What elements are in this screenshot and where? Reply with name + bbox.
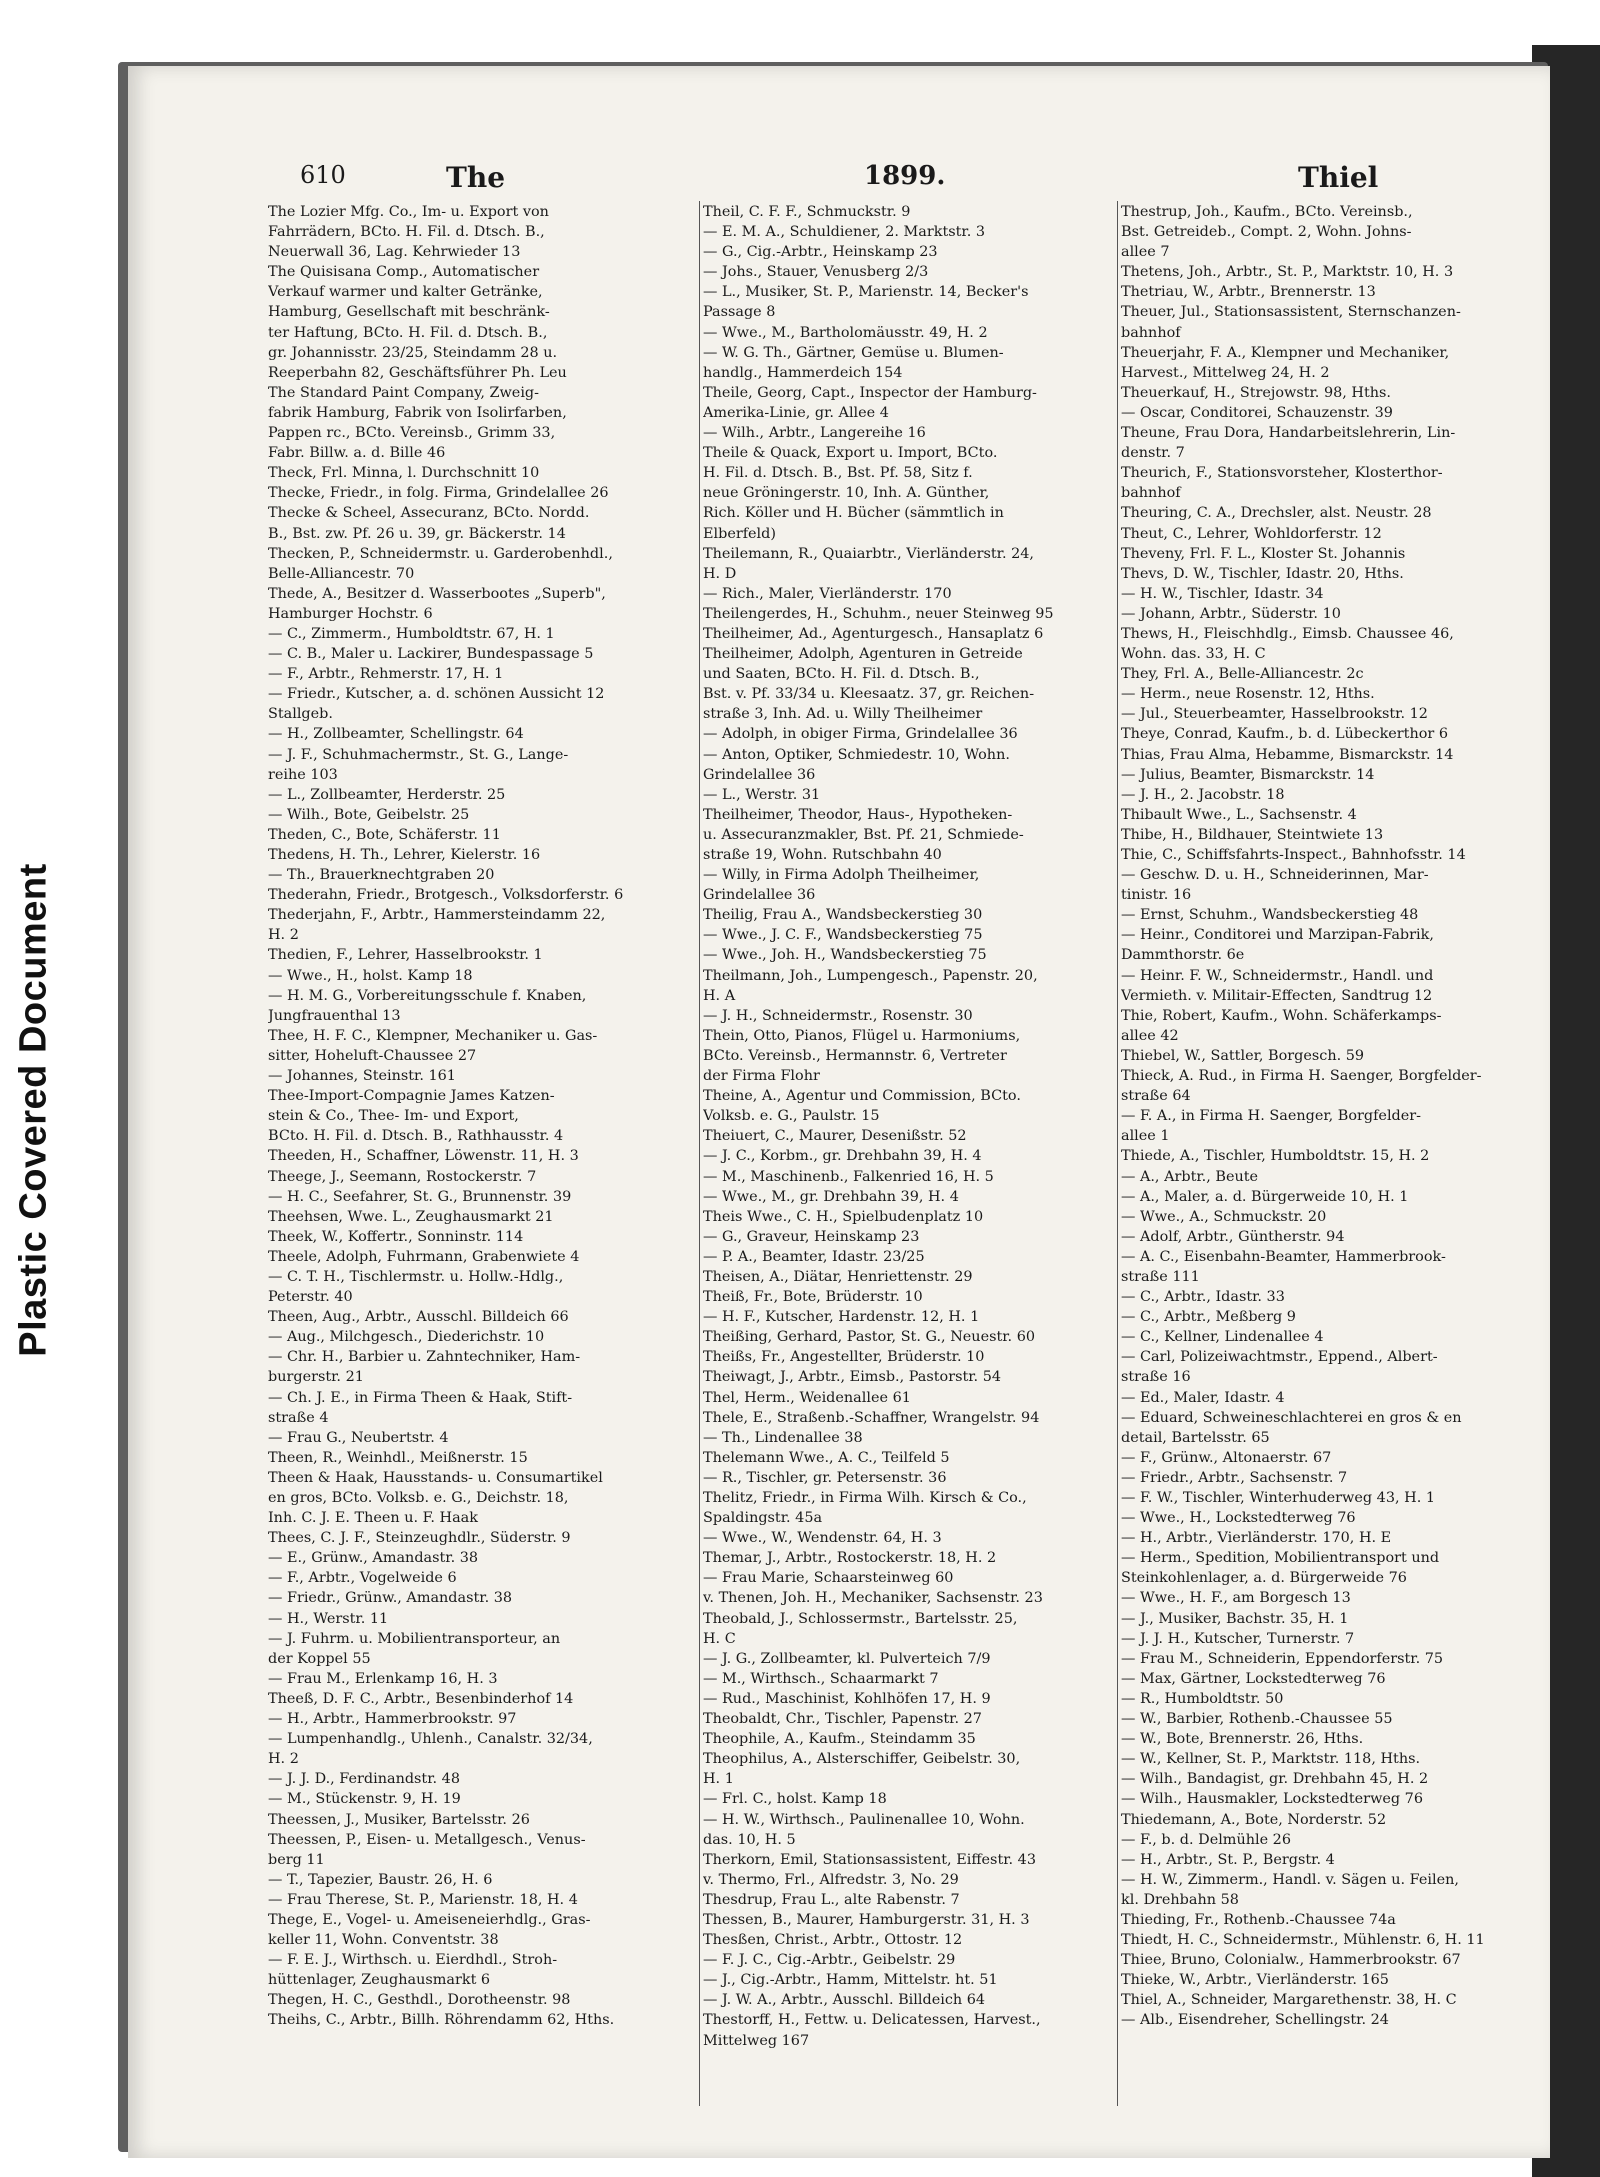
- directory-entry-line: Amerika-Linie, gr. Allee 4: [703, 404, 889, 421]
- directory-entry-line: — Herm., neue Rosenstr. 12, Hths.: [1121, 686, 1375, 703]
- directory-entry-line: Thee-Import-Compagnie James Katzen-: [268, 1088, 555, 1105]
- directory-entry-line: Theile, Georg, Capt., Inspector der Hamburg-: [703, 384, 1037, 401]
- directory-entry-line: — H., Arbtr., Vierländerstr. 170, H. E: [1121, 1530, 1392, 1547]
- directory-entry-line: Thieding, Fr., Rothenb.-Chaussee 74a: [1121, 1911, 1396, 1928]
- directory-entry-line: Thelemann Wwe., A. C., Teilfeld 5: [703, 1449, 950, 1466]
- directory-entry-line: Thede, A., Besitzer d. Wasserbootes „Superb",: [268, 585, 606, 602]
- directory-entry-line: neue Gröningerstr. 10, Inh. A. Günther,: [703, 485, 990, 502]
- directory-entry-line: — Wwe., M., Bartholomäusstr. 49, H. 2: [703, 324, 988, 341]
- directory-entry-line: Thie, C., Schiffsfahrts-Inspect., Bahnhofsstr. 14: [1121, 847, 1466, 863]
- directory-entry-line: — Wwe., W., Wendenstr. 64, H. 3: [703, 1530, 942, 1547]
- directory-entry-line: Elberfeld): [703, 525, 776, 542]
- directory-entry-line: Theeden, H., Schaffner, Löwenstr. 11, H. 3: [268, 1148, 579, 1165]
- directory-entry-line: u. Assecuranzmakler, Bst. Pf. 21, Schmiede-: [703, 826, 1024, 843]
- directory-entry-line: Mittelweg 167: [703, 2032, 810, 2049]
- directory-entry-line: Thee, H. F. C., Klempner, Mechaniker u. Gas-: [268, 1027, 598, 1044]
- directory-entry-line: Theisen, A., Diätar, Henriettenstr. 29: [703, 1268, 973, 1285]
- directory-entry-line: allee 1: [1121, 1128, 1170, 1145]
- directory-entry-line: Harvest., Mittelweg 24, H. 2: [1121, 364, 1330, 381]
- directory-entry-line: — H. M. G., Vorbereitungsschule f. Knaben,: [268, 987, 587, 1004]
- directory-entry-line: — M., Stückenstr. 9, H. 19: [268, 1791, 461, 1808]
- directory-entry-line: Belle-Alliancestr. 70: [268, 565, 415, 582]
- directory-entry-line: keller 11, Wohn. Conventstr. 38: [268, 1932, 499, 1949]
- directory-entry-line: Theune, Frau Dora, Handarbeitslehrerin, Lin-: [1121, 425, 1456, 442]
- directory-entry-line: Thedien, F., Lehrer, Hasselbrookstr. 1: [268, 947, 543, 964]
- page-number: 610: [300, 161, 346, 189]
- directory-entry-line: Reeperbahn 82, Geschäftsführer Ph. Leu: [268, 364, 567, 381]
- directory-entry-line: Peterstr. 40: [268, 1289, 353, 1306]
- directory-entry-line: v. Thenen, Joh. H., Mechaniker, Sachsenstr. 23: [703, 1590, 1043, 1607]
- directory-entry-line: — H., Arbtr., St. P., Bergstr. 4: [1121, 1851, 1335, 1868]
- directory-entry-line: Theessen, P., Eisen- u. Metallgesch., Venus-: [268, 1831, 586, 1848]
- directory-entry-line: — Anton, Optiker, Schmiedestr. 10, Wohn.: [703, 746, 1010, 763]
- directory-entry-line: Thiedt, H. C., Schneidermstr., Mühlenstr. 6, H. 11: [1121, 1932, 1485, 1949]
- directory-entry-line: — H. W., Wirthsch., Paulinenallee 10, Wohn.: [703, 1811, 1025, 1828]
- directory-entry-line: — J., Cig.-Arbtr., Hamm, Mittelstr. ht. 51: [703, 1972, 998, 1989]
- directory-entry-line: Thele, E., Straßenb.-Schaffner, Wrangelstr. 94: [703, 1409, 1040, 1426]
- directory-entry-line: — Herm., Spedition, Mobilientransport und: [1121, 1550, 1440, 1567]
- directory-entry-line: Thederjahn, F., Arbtr., Hammersteindamm 22,: [268, 907, 606, 924]
- directory-entry-line: Theilig, Frau A., Wandsbeckerstieg 30: [703, 907, 983, 924]
- directory-entry-line: H. 2: [268, 1751, 299, 1768]
- directory-entry-line: Therkorn, Emil, Stationsassistent, Eiffestr. 43: [703, 1851, 1036, 1868]
- directory-entry-line: Thecken, P., Schneidermstr. u. Garderobenhdl.,: [268, 545, 613, 562]
- directory-entry-line: kl. Drehbahn 58: [1121, 1891, 1239, 1908]
- directory-entry-line: — W., Kellner, St. P., Marktstr. 118, Hths.: [1121, 1751, 1421, 1768]
- directory-entry-line: — Frl. C., holst. Kamp 18: [703, 1791, 887, 1808]
- directory-entry-line: Thiee, Bruno, Colonialw., Hammerbrookstr. 67: [1121, 1952, 1461, 1969]
- directory-entry-line: H. 2: [268, 927, 299, 944]
- directory-entry-line: — Wilh., Bandagist, gr. Drehbahn 45, H. 2: [1121, 1771, 1429, 1788]
- directory-entry-line: Thein, Otto, Pianos, Flügel u. Harmoniums,: [703, 1027, 1021, 1044]
- directory-entry-line: Thessen, B., Maurer, Hamburgerstr. 31, H. 3: [703, 1911, 1030, 1928]
- directory-entry-line: Thestrup, Joh., Kaufm., BCto. Vereinsb.,: [1121, 204, 1413, 220]
- directory-entry-line: allee 7: [1121, 244, 1170, 261]
- directory-entry-line: straße 64: [1121, 1088, 1191, 1105]
- directory-entry-line: Wohn. das. 33, H. C: [1121, 646, 1266, 663]
- directory-entry-line: — F. W., Tischler, Winterhuderweg 43, H. 1: [1121, 1490, 1435, 1506]
- directory-entry-line: denstr. 7: [1121, 445, 1185, 462]
- directory-entry-line: — L., Musiker, St. P., Marienstr. 14, Becker's: [703, 284, 1029, 301]
- directory-entry-line: — Rud., Maschinist, Kohlhöfen 17, H. 9: [703, 1690, 991, 1707]
- directory-entry-line: — Rich., Maler, Vierländerstr. 170: [703, 585, 952, 602]
- directory-entry-line: Thiebel, W., Sattler, Borgesch. 59: [1121, 1047, 1365, 1064]
- directory-entry-line: Stallgeb.: [268, 706, 333, 723]
- directory-entry-line: Theek, W., Koffertr., Sonninstr. 114: [268, 1228, 524, 1245]
- directory-entry-line: Thederahn, Friedr., Brotgesch., Volksdorferstr. 6: [268, 887, 624, 904]
- directory-entry-line: Theilheimer, Theodor, Haus-, Hypotheken-: [703, 806, 1013, 823]
- directory-entry-line: — Max, Gärtner, Lockstedterweg 76: [1121, 1670, 1386, 1687]
- directory-entry-line: — Friedr., Kutscher, a. d. schönen Aussicht 12: [268, 686, 605, 703]
- directory-entry-line: gr. Johannisstr. 23/25, Steindamm 28 u.: [268, 344, 558, 361]
- directory-entry-line: das. 10, H. 5: [703, 1831, 796, 1848]
- directory-entry-line: Thecke, Friedr., in folg. Firma, Grindelallee 26: [268, 485, 609, 502]
- directory-entry-line: — Alb., Eisendreher, Schellingstr. 24: [1121, 2012, 1389, 2029]
- directory-entry-line: — J. Fuhrm. u. Mobilientransporteur, an: [268, 1630, 561, 1647]
- directory-entry-line: Theehsen, Wwe. L., Zeughausmarkt 21: [268, 1208, 554, 1225]
- directory-entry-line: en gros, BCto. Volksb. e. G., Deichstr. 18,: [268, 1490, 569, 1506]
- directory-entry-line: Thees, C. J. F., Steinzeughdlr., Süderstr. 9: [268, 1530, 571, 1547]
- directory-entry-line: — H., Zollbeamter, Schellingstr. 64: [268, 726, 524, 743]
- directory-entry-line: — G., Cig.-Arbtr., Heinskamp 23: [703, 244, 938, 261]
- directory-entry-line: — Wwe., J. C. F., Wandsbeckerstieg 75: [703, 927, 983, 944]
- directory-entry-line: sitter, Hoheluft-Chaussee 27: [268, 1047, 477, 1064]
- directory-entry-line: — J. C., Korbm., gr. Drehbahn 39, H. 4: [703, 1148, 982, 1165]
- directory-entry-line: — C., Zimmerm., Humboldtstr. 67, H. 1: [268, 625, 555, 642]
- directory-entry-line: handlg., Hammerdeich 154: [703, 364, 903, 381]
- directory-entry-line: Thieck, A. Rud., in Firma H. Saenger, Borgfelder-: [1121, 1068, 1482, 1085]
- directory-entry-line: Theobald, J., Schlossermstr., Bartelsstr. 25,: [703, 1610, 1018, 1627]
- directory-entry-line: — G., Graveur, Heinskamp 23: [703, 1228, 920, 1245]
- column-divider-2: [1117, 201, 1118, 2106]
- directory-entry-line: Thiede, A., Tischler, Humboldtstr. 15, H. 2: [1121, 1148, 1430, 1165]
- directory-entry-line: — C., Kellner, Lindenallee 4: [1121, 1329, 1324, 1346]
- directory-entry-line: H. 1: [703, 1771, 734, 1788]
- directory-entry-line: — F. A., in Firma H. Saenger, Borgfelder-: [1121, 1108, 1422, 1125]
- directory-entry-line: Theye, Conrad, Kaufm., b. d. Lübeckerthor 6: [1121, 726, 1449, 743]
- directory-entry-line: — Wwe., M., gr. Drehbahn 39, H. 4: [703, 1188, 959, 1205]
- directory-entry-line: — E., Grünw., Amandastr. 38: [268, 1550, 479, 1567]
- directory-entry-line: — L., Werstr. 31: [703, 786, 821, 803]
- directory-entry-line: The Standard Paint Company, Zweig-: [268, 384, 540, 401]
- directory-entry-line: — H. F., Kutscher, Hardenstr. 12, H. 1: [703, 1309, 980, 1326]
- directory-entry-line: — Oscar, Conditorei, Schauzenstr. 39: [1121, 404, 1393, 421]
- directory-entry-line: — Heinr. F. W., Schneidermstr., Handl. und: [1121, 967, 1434, 984]
- directory-entry-line: — A., Maler, a. d. Bürgerweide 10, H. 1: [1121, 1188, 1409, 1205]
- directory-entry-line: Volksb. e. G., Paulstr. 15: [703, 1108, 880, 1125]
- directory-entry-line: — J. J. H., Kutscher, Turnerstr. 7: [1121, 1630, 1355, 1647]
- directory-entry-line: Theen, R., Weinhdl., Meißnerstr. 15: [268, 1449, 528, 1466]
- directory-entry-line: — F., Grünw., Altonaerstr. 67: [1121, 1449, 1332, 1466]
- directory-entry-line: Pappen rc., BCto. Vereinsb., Grimm 33,: [268, 425, 556, 442]
- directory-entry-line: Thege, E., Vogel- u. Ameiseneierhdlg., Gras-: [268, 1911, 591, 1928]
- directory-entry-line: — C. B., Maler u. Lackirer, Bundespassage 5: [268, 646, 594, 663]
- directory-entry-line: Thelitz, Friedr., in Firma Wilh. Kirsch & Co.,: [703, 1490, 1027, 1506]
- directory-entry-line: — Wilh., Hausmakler, Lockstedterweg 76: [1121, 1791, 1423, 1808]
- directory-entry-line: — W., Barbier, Rothenb.-Chaussee 55: [1121, 1711, 1393, 1728]
- directory-entry-line: Grindelallee 36: [703, 887, 816, 904]
- directory-entry-line: — Wwe., H., holst. Kamp 18: [268, 967, 473, 984]
- directory-entry-line: Fahrrädern, BCto. H. Fil. d. Dtsch. B.,: [268, 224, 545, 241]
- directory-column-3: [1121, 202, 1541, 2142]
- directory-entry-line: — Willy, in Firma Adolph Theilheimer,: [703, 867, 980, 884]
- directory-entry-line: Theil, C. F. F., Schmuckstr. 9: [703, 204, 911, 220]
- directory-entry-line: — J. F., Schuhmachermstr., St. G., Lange-: [268, 746, 569, 763]
- directory-entry-line: H. Fil. d. Dtsch. B., Bst. Pf. 58, Sitz f.: [703, 465, 973, 482]
- directory-entry-line: — Wilh., Arbtr., Langereihe 16: [703, 425, 926, 442]
- directory-entry-line: bahnhof: [1121, 324, 1181, 341]
- page-header: [128, 161, 1550, 195]
- directory-entry-line: — H. C., Seefahrer, St. G., Brunnenstr. 39: [268, 1188, 572, 1205]
- directory-entry-line: Thestorff, H., Fettw. u. Delicatessen, Harvest.,: [703, 2012, 1041, 2029]
- directory-entry-line: straße 4: [268, 1409, 329, 1426]
- directory-entry-line: — Ed., Maler, Idastr. 4: [1121, 1389, 1285, 1406]
- directory-entry-line: — Wwe., A., Schmuckstr. 20: [1121, 1208, 1327, 1225]
- directory-entry-line: — Johs., Stauer, Venusberg 2/3: [703, 264, 929, 281]
- directory-entry-line: — J. G., Zollbeamter, kl. Pulverteich 7/9: [703, 1650, 991, 1667]
- directory-entry-line: BCto. Vereinsb., Hermannstr. 6, Vertreter: [703, 1047, 1007, 1064]
- directory-entry-line: — Adolph, in obiger Firma, Grindelallee 36: [703, 726, 1018, 743]
- directory-entry-line: Passage 8: [703, 304, 776, 321]
- directory-entry-line: — C., Arbtr., Idastr. 33: [1121, 1289, 1285, 1306]
- directory-entry-line: Theen, Aug., Arbtr., Ausschl. Billdeich 66: [268, 1309, 569, 1326]
- directory-entry-line: ter Haftung, BCto. H. Fil. d. Dtsch. B.,: [268, 324, 548, 341]
- plastic-covered-label: Plastic Covered Document: [12, 863, 55, 1357]
- directory-entry-line: Thieke, W., Arbtr., Vierländerstr. 165: [1121, 1972, 1389, 1989]
- directory-entry-line: — Frau Therese, St. P., Marienstr. 18, H. 4: [268, 1891, 578, 1908]
- directory-entry-line: — Geschw. D. u. H., Schneiderinnen, Mar-: [1121, 867, 1429, 884]
- directory-entry-line: Theuerjahr, F. A., Klempner und Mechaniker,: [1121, 344, 1450, 361]
- directory-entry-line: Thetriau, W., Arbtr., Brennerstr. 13: [1121, 284, 1376, 301]
- directory-entry-line: — C., Arbtr., Meßberg 9: [1121, 1309, 1296, 1326]
- directory-entry-line: Theilheimer, Adolph, Agenturen in Getreide: [703, 646, 1023, 663]
- directory-entry-line: — H. W., Tischler, Idastr. 34: [1121, 585, 1324, 602]
- directory-entry-line: — M., Wirthsch., Schaarmarkt 7: [703, 1670, 939, 1687]
- directory-entry-line: Thedens, H. Th., Lehrer, Kielerstr. 16: [268, 847, 541, 863]
- directory-entry-line: Jungfrauenthal 13: [268, 1007, 401, 1024]
- directory-entry-line: der Firma Flohr: [703, 1068, 820, 1085]
- directory-entry-line: — F. J. C., Cig.-Arbtr., Geibelstr. 29: [703, 1952, 956, 1969]
- directory-entry-line: — J., Musiker, Bachstr. 35, H. 1: [1121, 1610, 1349, 1627]
- directory-entry-line: Thiel, A., Schneider, Margarethenstr. 38, H. C: [1121, 1992, 1457, 2009]
- directory-entry-line: Thevs, D. W., Tischler, Idastr. 20, Hths.: [1121, 565, 1404, 582]
- directory-entry-line: detail, Bartelsstr. 65: [1121, 1429, 1270, 1446]
- directory-entry-line: — F., Arbtr., Vogelweide 6: [268, 1570, 457, 1587]
- directory-entry-line: Theilemann, R., Quaiarbtr., Vierländerstr. 24,: [703, 545, 1034, 562]
- directory-entry-line: Theißing, Gerhard, Pastor, St. G., Neuestr. 60: [703, 1329, 1036, 1346]
- directory-entry-line: Bst. Getreideb., Compt. 2, Wohn. Johns-: [1121, 224, 1412, 241]
- left-running-head: The: [446, 161, 506, 194]
- document-page: [128, 66, 1550, 2158]
- directory-entry-line: Inh. C. J. E. Theen u. F. Haak: [268, 1510, 478, 1527]
- directory-entry-line: — J. J. D., Ferdinandstr. 48: [268, 1771, 460, 1788]
- directory-entry-line: Theis Wwe., C. H., Spielbudenplatz 10: [703, 1208, 984, 1225]
- directory-entry-line: Thiedemann, A., Bote, Norderstr. 52: [1121, 1811, 1387, 1828]
- directory-entry-line: Theiuert, C., Maurer, Desenißstr. 52: [703, 1128, 967, 1145]
- directory-entry-line: und Saaten, BCto. H. Fil. d. Dtsch. B.,: [703, 666, 980, 683]
- directory-entry-line: Theiß, Fr., Bote, Brüderstr. 10: [703, 1289, 923, 1306]
- directory-entry-line: — Th., Brauerknechtgraben 20: [268, 867, 495, 884]
- directory-entry-line: Theilmann, Joh., Lumpengesch., Papenstr. 20,: [703, 967, 1038, 984]
- directory-entry-line: Theele, Adolph, Fuhrmann, Grabenwiete 4: [268, 1248, 580, 1265]
- directory-entry-line: Theege, J., Seemann, Rostockerstr. 7: [268, 1168, 537, 1185]
- directory-entry-line: Thias, Frau Alma, Hebamme, Bismarckstr. 14: [1121, 746, 1454, 763]
- directory-entry-line: Thesdrup, Frau L., alte Rabenstr. 7: [703, 1891, 960, 1908]
- directory-entry-line: — A., Arbtr., Beute: [1121, 1168, 1259, 1185]
- directory-entry-line: H. C: [703, 1630, 736, 1647]
- directory-entry-line: straße 3, Inh. Ad. u. Willy Theilheimer: [703, 706, 983, 723]
- directory-entry-line: — C. T. H., Tischlermstr. u. Hollw.-Hdlg.,: [268, 1268, 564, 1285]
- directory-entry-line: — L., Zollbeamter, Herderstr. 25: [268, 786, 506, 803]
- directory-entry-line: — Friedr., Arbtr., Sachsenstr. 7: [1121, 1469, 1348, 1486]
- directory-entry-line: Thetens, Joh., Arbtr., St. P., Marktstr. 10, H. 3: [1121, 264, 1454, 281]
- directory-entry-line: Dammthorstr. 6e: [1121, 947, 1245, 964]
- right-running-head: Thiel: [1298, 161, 1379, 194]
- directory-entry-line: Theden, C., Bote, Schäferstr. 11: [268, 826, 501, 843]
- directory-entry-line: — H. W., Zimmerm., Handl. v. Sägen u. Feilen,: [1121, 1871, 1459, 1888]
- directory-entry-line: — Th., Lindenallee 38: [703, 1429, 863, 1446]
- directory-entry-line: — Ch. J. E., in Firma Theen & Haak, Stift-: [268, 1389, 573, 1406]
- directory-entry-line: Theuring, C. A., Drechsler, alst. Neustr. 28: [1121, 505, 1432, 522]
- directory-entry-line: Thesßen, Christ., Arbtr., Ottostr. 12: [703, 1932, 963, 1949]
- directory-entry-line: — Friedr., Grünw., Amandastr. 38: [268, 1590, 513, 1607]
- directory-entry-line: reihe 103: [268, 766, 338, 783]
- directory-entry-line: Theut, C., Lehrer, Wohldorferstr. 12: [1121, 525, 1382, 542]
- directory-entry-line: — W. G. Th., Gärtner, Gemüse u. Blumen-: [703, 344, 1004, 361]
- column-divider-1: [699, 201, 700, 2106]
- directory-entry-line: Thibe, H., Bildhauer, Steintwiete 13: [1121, 826, 1384, 843]
- directory-entry-line: bahnhof: [1121, 485, 1181, 502]
- directory-entry-line: Theophilus, A., Alsterschiffer, Geibelstr. 30,: [703, 1751, 1021, 1768]
- directory-entry-line: — F. E. J., Wirthsch. u. Eierdhdl., Stroh-: [268, 1952, 558, 1969]
- directory-entry-line: The Lozier Mfg. Co., Im- u. Export von: [268, 204, 549, 220]
- directory-entry-line: Theessen, J., Musiker, Bartelsstr. 26: [268, 1811, 530, 1828]
- directory-entry-line: Steinkohlenlager, a. d. Bürgerweide 76: [1121, 1570, 1407, 1587]
- directory-entry-line: berg 11: [268, 1851, 325, 1868]
- directory-entry-line: — H., Arbtr., Hammerbrookstr. 97: [268, 1711, 517, 1728]
- directory-entry-line: BCto. H. Fil. d. Dtsch. B., Rathhausstr. 4: [268, 1128, 564, 1145]
- directory-entry-line: Bst. v. Pf. 33/34 u. Kleesaatz. 37, gr. Reichen-: [703, 686, 1035, 703]
- directory-entry-line: Theilengerdes, H., Schuhm., neuer Steinweg 95: [703, 605, 1054, 622]
- directory-entry-line: Theihs, C., Arbtr., Billh. Röhrendamm 62, Hths.: [268, 2012, 615, 2029]
- directory-entry-line: — P. A., Beamter, Idastr. 23/25: [703, 1248, 925, 1265]
- directory-entry-line: Grindelallee 36: [703, 766, 816, 783]
- directory-entry-line: Thel, Herm., Weidenallee 61: [703, 1389, 911, 1406]
- directory-entry-line: — Frau M., Erlenkamp 16, H. 3: [268, 1670, 498, 1687]
- directory-entry-line: Theck, Frl. Minna, l. Durchschnitt 10: [268, 465, 540, 482]
- directory-entry-line: Thibault Wwe., L., Sachsenstr. 4: [1121, 806, 1357, 823]
- directory-entry-line: tinistr. 16: [1121, 887, 1192, 904]
- directory-entry-line: Thie, Robert, Kaufm., Wohn. Schäferkamps-: [1121, 1007, 1442, 1024]
- directory-entry-line: Verkauf warmer und kalter Getränke,: [268, 284, 543, 301]
- directory-entry-line: The Quisisana Comp., Automatischer: [268, 264, 540, 281]
- directory-entry-line: — Jul., Steuerbeamter, Hasselbrookstr. 12: [1121, 706, 1428, 723]
- directory-entry-line: Theuerkauf, H., Strejowstr. 98, Hths.: [1121, 384, 1391, 401]
- directory-entry-line: — Frau G., Neubertstr. 4: [268, 1429, 449, 1446]
- directory-entry-line: — J. H., 2. Jacobstr. 18: [1121, 786, 1285, 803]
- directory-entry-line: Thews, H., Fleischhdlg., Eimsb. Chaussee 46,: [1121, 625, 1454, 642]
- directory-entry-line: straße 111: [1121, 1268, 1200, 1285]
- directory-entry-line: — Frau M., Schneiderin, Eppendorferstr. 75: [1121, 1650, 1444, 1667]
- directory-entry-line: — R., Humboldtstr. 50: [1121, 1690, 1284, 1707]
- directory-entry-line: — M., Maschinenb., Falkenried 16, H. 5: [703, 1168, 994, 1185]
- directory-entry-line: — Wwe., H. F., am Borgesch 13: [1121, 1590, 1351, 1607]
- year-heading: 1899.: [864, 161, 946, 191]
- directory-entry-line: — R., Tischler, gr. Petersenstr. 36: [703, 1469, 947, 1486]
- directory-entry-line: Theophile, A., Kaufm., Steindamm 35: [703, 1731, 976, 1748]
- directory-entry-line: — Johannes, Steinstr. 161: [268, 1068, 456, 1085]
- directory-entry-line: Theißs, Fr., Angestellter, Brüderstr. 10: [703, 1349, 985, 1366]
- directory-entry-line: Theiwagt, J., Arbtr., Eimsb., Pastorstr. 54: [703, 1369, 1002, 1386]
- directory-entry-line: Theurich, F., Stationsvorsteher, Klosterthor-: [1121, 465, 1443, 482]
- directory-entry-line: der Koppel 55: [268, 1650, 371, 1667]
- directory-entry-line: H. D: [703, 565, 737, 582]
- directory-entry-line: — Carl, Polizeiwachtmstr., Eppend., Albert-: [1121, 1349, 1438, 1366]
- directory-entry-line: stein & Co., Thee- Im- und Export,: [268, 1108, 519, 1125]
- directory-entry-line: — Wwe., Joh. H., Wandsbeckerstieg 75: [703, 947, 987, 964]
- directory-entry-line: Theuer, Jul., Stationsassistent, Sternschanzen-: [1121, 304, 1461, 321]
- directory-entry-line: — F., Arbtr., Rehmerstr. 17, H. 1: [268, 666, 504, 683]
- directory-entry-line: Themar, J., Arbtr., Rostockerstr. 18, H. 2: [703, 1550, 997, 1567]
- directory-entry-line: Hamburg, Gesellschaft mit beschränk-: [268, 304, 550, 321]
- directory-entry-line: Thecke & Scheel, Assecuranz, BCto. Nordd.: [268, 505, 590, 522]
- directory-entry-line: — Eduard, Schweineschlachterei en gros & en: [1121, 1409, 1462, 1426]
- directory-entry-line: burgerstr. 21: [268, 1369, 364, 1386]
- directory-entry-line: Theine, A., Agentur und Commission, BCto.: [703, 1088, 1021, 1105]
- directory-entry-line: — Lumpenhandlg., Uhlenh., Canalstr. 32/34,: [268, 1731, 593, 1748]
- directory-entry-line: Theveny, Frl. F. L., Kloster St. Johannis: [1121, 545, 1406, 562]
- directory-entry-line: — Frau Marie, Schaarsteinweg 60: [703, 1570, 954, 1587]
- directory-entry-line: Theen & Haak, Hausstands- u. Consumartikel: [268, 1469, 603, 1486]
- directory-entry-line: Fabr. Billw. a. d. Bille 46: [268, 445, 446, 462]
- directory-entry-line: — Julius, Beamter, Bismarckstr. 14: [1121, 766, 1375, 783]
- directory-entry-line: v. Thermo, Frl., Alfredstr. 3, No. 29: [703, 1871, 959, 1888]
- directory-entry-line: H. A: [703, 987, 736, 1004]
- directory-entry-line: Theeß, D. F. C., Arbtr., Besenbinderhof 14: [268, 1690, 574, 1707]
- directory-entry-line: — Wwe., H., Lockstedterweg 76: [1121, 1510, 1356, 1527]
- directory-entry-line: straße 19, Wohn. Rutschbahn 40: [703, 847, 942, 863]
- directory-entry-line: Rich. Köller und H. Bücher (sämmtlich in: [703, 505, 1004, 522]
- directory-entry-line: — W., Bote, Brennerstr. 26, Hths.: [1121, 1731, 1364, 1748]
- directory-entry-line: — A. C., Eisenbahn-Beamter, Hammerbrook-: [1121, 1248, 1446, 1265]
- directory-entry-line: — H., Werstr. 11: [268, 1610, 389, 1627]
- directory-entry-line: allee 42: [1121, 1027, 1179, 1044]
- directory-entry-line: — E. M. A., Schuldiener, 2. Marktstr. 3: [703, 224, 986, 241]
- directory-entry-line: — Ernst, Schuhm., Wandsbeckerstieg 48: [1121, 907, 1419, 924]
- directory-entry-line: Neuerwall 36, Lag. Kehrwieder 13: [268, 244, 521, 261]
- directory-entry-line: — Johann, Arbtr., Süderstr. 10: [1121, 605, 1341, 622]
- directory-entry-line: They, Frl. A., Belle-Alliancestr. 2c: [1121, 666, 1364, 683]
- directory-entry-line: — J. W. A., Arbtr., Ausschl. Billdeich 64: [703, 1992, 986, 2009]
- directory-entry-line: Theile & Quack, Export u. Import, BCto.: [703, 445, 998, 462]
- directory-entry-line: — F., b. d. Delmühle 26: [1121, 1831, 1291, 1848]
- directory-entry-line: Theobaldt, Chr., Tischler, Papenstr. 27: [703, 1711, 982, 1728]
- directory-entry-line: — J. H., Schneidermstr., Rosenstr. 30: [703, 1007, 973, 1024]
- directory-entry-line: — Wilh., Bote, Geibelstr. 25: [268, 806, 470, 823]
- directory-entry-line: — Chr. H., Barbier u. Zahntechniker, Ham-: [268, 1349, 581, 1366]
- directory-entry-line: — Adolf, Arbtr., Güntherstr. 94: [1121, 1228, 1345, 1245]
- directory-entry-line: Hamburger Hochstr. 6: [268, 605, 433, 622]
- directory-entry-line: Vermieth. v. Militair-Effecten, Sandtrug 12: [1121, 987, 1433, 1004]
- directory-entry-line: straße 16: [1121, 1369, 1191, 1386]
- directory-entry-line: Thegen, H. C., Gesthdl., Dorotheenstr. 98: [268, 1992, 571, 2009]
- directory-entry-line: — Aug., Milchgesch., Diederichstr. 10: [268, 1329, 545, 1346]
- directory-entry-line: Spaldingstr. 45a: [703, 1510, 823, 1527]
- directory-entry-line: — Heinr., Conditorei und Marzipan-Fabrik,: [1121, 927, 1434, 944]
- directory-entry-line: — T., Tapezier, Baustr. 26, H. 6: [268, 1871, 493, 1888]
- directory-entry-line: Theilheimer, Ad., Agenturgesch., Hansaplatz 6: [703, 625, 1044, 642]
- directory-entry-line: fabrik Hamburg, Fabrik von Isolirfarben,: [268, 404, 567, 421]
- directory-entry-line: hüttenlager, Zeughausmarkt 6: [268, 1972, 491, 1989]
- directory-entry-line: B., Bst. zw. Pf. 26 u. 39, gr. Bäckerstr. 14: [268, 525, 566, 542]
